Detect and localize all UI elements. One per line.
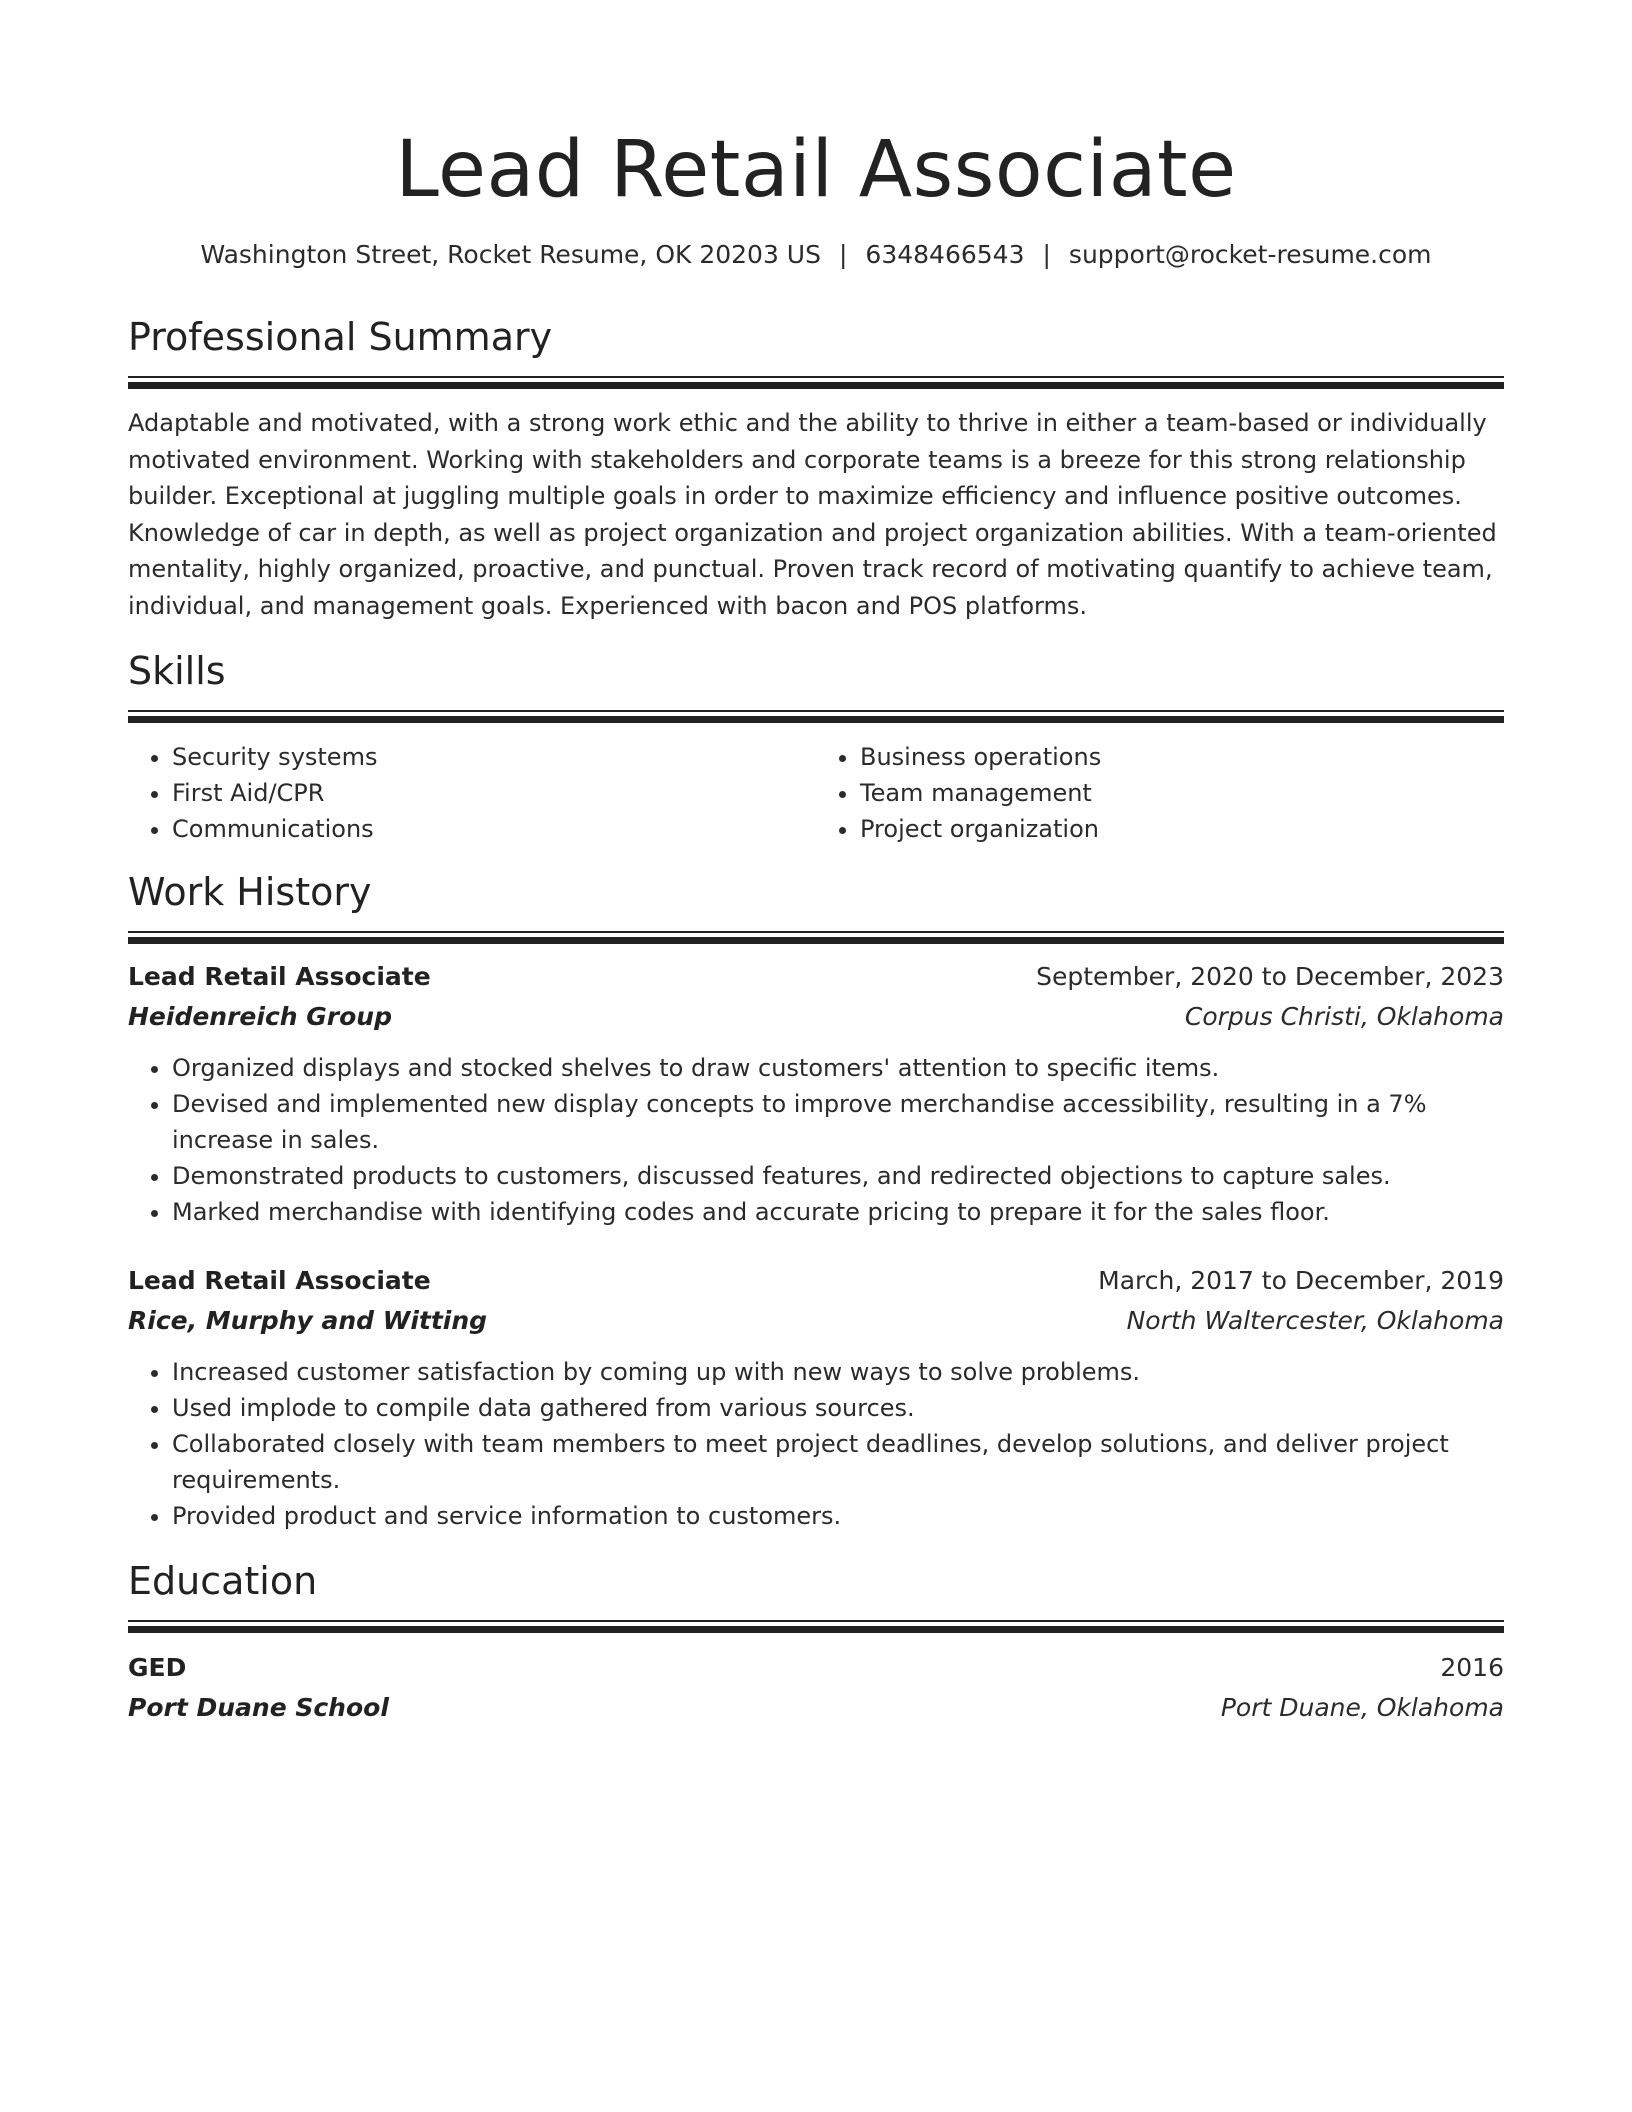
job-company: Heidenreich Group: [128, 1002, 392, 1031]
job-bullet: • Used implode to compile data gathered from various sources.: [172, 1390, 1504, 1426]
contact-address: Washington Street, Rocket Resume, OK 20203 US: [200, 240, 821, 269]
job-location: Corpus Christi, Oklahoma: [1184, 1002, 1504, 1031]
skill-item: • Security systems: [172, 739, 816, 775]
section-title-work-history: Work History: [128, 870, 372, 914]
job-bullet: • Organized displays and stocked shelves to draw customers' attention to specific items.: [172, 1050, 1504, 1086]
skill-item: • Project organization: [860, 811, 1504, 847]
education-degree: GED: [128, 1653, 187, 1682]
education-year: 2016: [1440, 1653, 1504, 1682]
contact-email: support@rocket-resume.com: [1068, 240, 1432, 269]
contact-phone: 6348466543: [865, 240, 1025, 269]
job-bullet: • Collaborated closely with team members to meet project deadlines, develop solutions, and deliver project requirements.: [172, 1426, 1504, 1498]
job-location: North Waltercester, Oklahoma: [1126, 1306, 1504, 1335]
skill-item: • First Aid/CPR: [172, 775, 816, 811]
job-bullet: • Devised and implemented new display concepts to improve merchandise accessibility, resulting in a 7% increase in sales.: [172, 1086, 1504, 1158]
job-bullets: [128, 1050, 1504, 1230]
education-location: Port Duane, Oklahoma: [1220, 1693, 1504, 1722]
skills-columns: [128, 739, 1504, 847]
job-title: Lead Retail Associate: [128, 962, 431, 991]
job-entry: [128, 1262, 1504, 1534]
work-history-section: [128, 867, 1504, 1534]
section-title-summary: Professional Summary: [128, 315, 553, 359]
education-entry: [128, 1649, 1504, 1727]
job-bullet: • Demonstrated products to customers, discussed features, and redirected objections to capture sales.: [172, 1158, 1504, 1194]
contact-line: [128, 238, 1504, 272]
job-entry: [128, 958, 1504, 1230]
job-header: [128, 958, 1504, 996]
job-dates: March, 2017 to December, 2019: [1098, 1266, 1504, 1295]
section-divider: [128, 931, 1504, 944]
job-bullets: [128, 1354, 1504, 1534]
job-subheader: [128, 998, 1504, 1036]
job-bullet: • Marked merchandise with identifying codes and accurate pricing to prepare it for the sales floor.: [172, 1194, 1504, 1230]
skill-item: • Business operations: [860, 739, 1504, 775]
section-title-education: Education: [128, 1559, 318, 1603]
summary-text: Adaptable and motivated, with a strong work ethic and the ability to thrive in either a team-based or individually motivated environment. Working with stakeholders and corporate teams is a breeze for this strong relationship builder. Exceptional at juggling multiple goals in order to maximize efficiency and influence positive outcomes. Knowledge of car in depth, as well as project organization and project organization abilities. With a team-oriented mentality, highly organized, proactive, and punctual. Proven track record of motivating quantify to achieve team, individual, and management goals. Experienced with bacon and POS platforms.: [128, 409, 1497, 620]
job-bullet: • Provided product and service information to customers.: [172, 1498, 1504, 1534]
job-header: [128, 1262, 1504, 1300]
section-divider: [128, 1620, 1504, 1633]
education-subheader: [128, 1689, 1504, 1727]
job-dates: September, 2020 to December, 2023: [1036, 962, 1504, 991]
skills-section: [128, 646, 1504, 847]
education-header: [128, 1649, 1504, 1687]
job-company: Rice, Murphy and Witting: [128, 1306, 488, 1335]
job-bullet: • Increased customer satisfaction by coming up with new ways to solve problems.: [172, 1354, 1504, 1390]
skills-list-right: [816, 739, 1504, 847]
education-school: Port Duane School: [128, 1693, 389, 1722]
resume-name: Lead Retail Associate: [395, 125, 1237, 215]
education-section: [128, 1556, 1504, 1727]
job-title: Lead Retail Associate: [128, 1266, 431, 1295]
section-divider: [128, 710, 1504, 723]
contact-separator: |: [1042, 240, 1051, 269]
summary-section: [128, 312, 1504, 624]
skill-item: • Team management: [860, 775, 1504, 811]
section-title-skills: Skills: [128, 649, 226, 693]
job-subheader: [128, 1302, 1504, 1340]
skills-list-left: [128, 739, 816, 847]
section-divider: [128, 376, 1504, 389]
skill-item: • Communications: [172, 811, 816, 847]
contact-separator: |: [838, 240, 848, 269]
